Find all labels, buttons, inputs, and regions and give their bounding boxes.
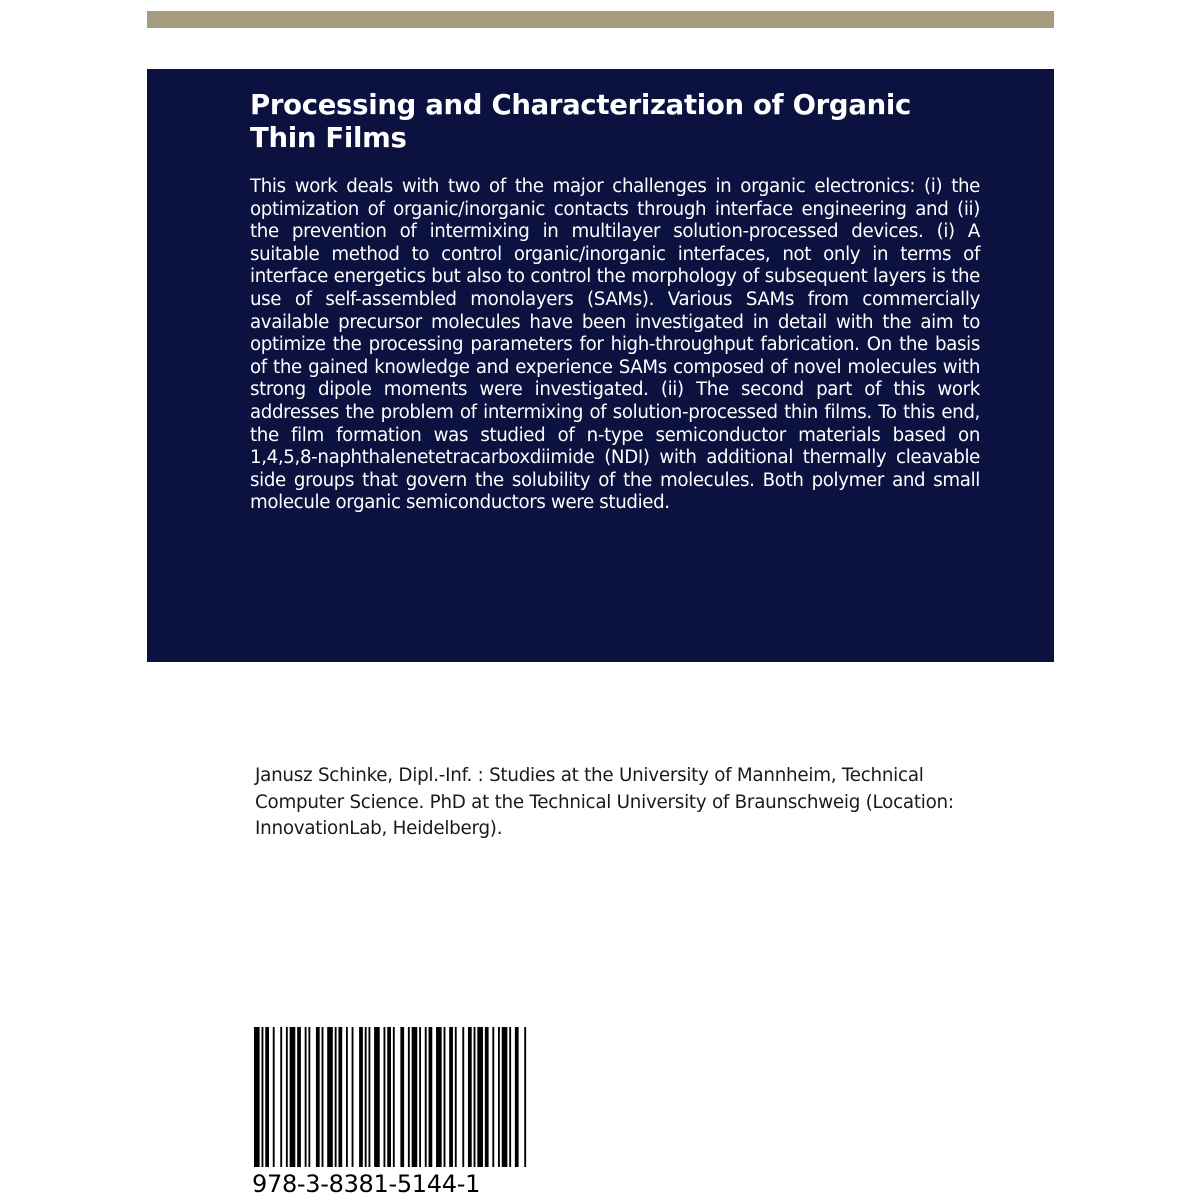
blurb-panel [147,69,1054,662]
isbn-number: 978-3-8381-5144-1 [252,1170,481,1198]
author-bio: Janusz Schinke, Dipl.-Inf. : Studies at the University of Mannheim, Technical Computer Science. PhD at the Technical University of Braunschweig (Location: InnovationLab, Heidelberg). [255,765,954,839]
barcode-icon [254,1027,528,1167]
top-stripe [147,11,1054,28]
blurb-text: This work deals with two of the major challenges in organic electronics: (i) the optimization of organic/inorganic contacts through interface engineering and (ii) the prevention of intermixing in multilayer solution-processed devices. (i) A suitable method to control organic/inorganic interfaces, not only in terms of interface energetics but also to control the morphology of subsequent layers is the use of self-assembled monolayers (SAMs). Various SAMs from commercially available precursor molecules have been investigated in detail with the aim to optimize the processing parameters for high-throughput fabrication. On the basis of the gained knowledge and experience SAMs composed of novel molecules with strong dipole moments were investigated. (ii) The second part of this work addresses the problem of intermixing of solution-processed thin films. To this end, the film formation was studied of n-type semiconductor materials based on 1,4,5,8-naphthalenetetracarboxdiimide (NDI) with additional thermally cleavable side groups that govern the solubility of the molecules. Both polymer and small molecule organic semiconductors were studied. [250,176,980,514]
book-title: Processing and Characterization of Organic Thin Films [250,89,911,154]
